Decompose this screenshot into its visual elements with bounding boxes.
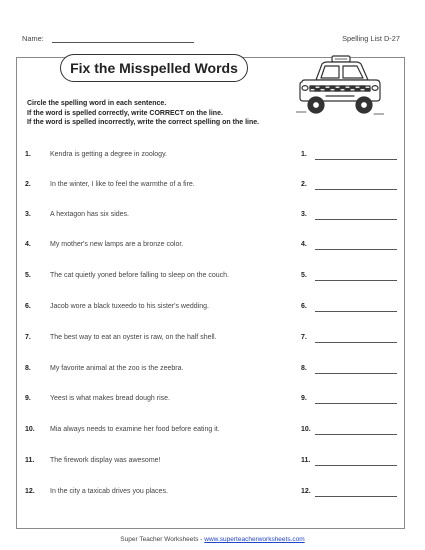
footer-separator: - bbox=[198, 536, 205, 543]
answer-number: 5. bbox=[301, 272, 307, 279]
question-text: Mia always needs to examine her food before eating it. bbox=[50, 426, 220, 433]
question-number: 1. bbox=[25, 151, 31, 158]
answer-number: 12. bbox=[301, 488, 311, 495]
question-number: 5. bbox=[25, 272, 31, 279]
footer bbox=[0, 536, 425, 543]
question-row-1 bbox=[25, 151, 397, 161]
question-row-6 bbox=[25, 303, 397, 313]
answer-line[interactable] bbox=[315, 249, 397, 250]
question-row-5 bbox=[25, 272, 397, 282]
question-text: The best way to eat an oyster is raw, on the half shell. bbox=[50, 334, 217, 341]
footer-brand: Super Teacher Worksheets bbox=[120, 536, 199, 543]
answer-line[interactable] bbox=[315, 434, 397, 435]
answer-number: 4. bbox=[301, 241, 307, 248]
answer-line[interactable] bbox=[315, 465, 397, 466]
question-text: In the winter, I like to feel the warmthe of a fire. bbox=[50, 181, 195, 188]
question-text: My mother's new lamps are a bronze color. bbox=[50, 241, 184, 248]
answer-number: 1. bbox=[301, 151, 307, 158]
question-row-12 bbox=[25, 488, 397, 498]
answer-line[interactable] bbox=[315, 342, 397, 343]
question-text: Kendra is getting a degree in zoology. bbox=[50, 151, 168, 158]
question-number: 4. bbox=[25, 241, 31, 248]
answer-number: 2. bbox=[301, 181, 307, 188]
question-number: 11. bbox=[25, 457, 35, 464]
question-number: 9. bbox=[25, 395, 31, 402]
question-text: My favorite animal at the zoo is the zeebra. bbox=[50, 365, 184, 372]
name-line[interactable] bbox=[52, 42, 194, 43]
question-text: Jacob wore a black tuxeedo to his sister's wedding. bbox=[50, 303, 209, 310]
answer-number: 10. bbox=[301, 426, 311, 433]
answer-number: 11. bbox=[301, 457, 311, 464]
question-row-9 bbox=[25, 395, 397, 405]
answer-number: 3. bbox=[301, 211, 307, 218]
question-text: The firework display was awesome! bbox=[50, 457, 161, 464]
question-number: 7. bbox=[25, 334, 31, 341]
question-row-8 bbox=[25, 365, 397, 375]
question-row-11 bbox=[25, 457, 397, 467]
question-number: 3. bbox=[25, 211, 31, 218]
question-number: 6. bbox=[25, 303, 31, 310]
question-number: 2. bbox=[25, 181, 31, 188]
question-row-10 bbox=[25, 426, 397, 436]
answer-number: 6. bbox=[301, 303, 307, 310]
answer-line[interactable] bbox=[315, 189, 397, 190]
question-text: Yeest is what makes bread dough rise. bbox=[50, 395, 170, 402]
question-text: A hextagon has six sides. bbox=[50, 211, 129, 218]
answer-line[interactable] bbox=[315, 373, 397, 374]
question-text: In the city a taxicab drives you places. bbox=[50, 488, 168, 495]
question-number: 10. bbox=[25, 426, 35, 433]
spelling-list-label: Spelling List D-27 bbox=[342, 34, 400, 43]
answer-line[interactable] bbox=[315, 496, 397, 497]
question-text: The cat quietly yoned before falling to sleep on the couch. bbox=[50, 272, 230, 279]
instruction-line: Circle the spelling word in each sentence. bbox=[27, 100, 167, 107]
instructions bbox=[27, 99, 397, 128]
answer-line[interactable] bbox=[315, 311, 397, 312]
answer-line[interactable] bbox=[315, 403, 397, 404]
question-row-4 bbox=[25, 241, 397, 251]
answer-line[interactable] bbox=[315, 219, 397, 220]
answer-line[interactable] bbox=[315, 280, 397, 281]
question-row-3 bbox=[25, 211, 397, 221]
name-label: Name: bbox=[22, 34, 44, 43]
answer-number: 7. bbox=[301, 334, 307, 341]
footer-url-link[interactable]: www.superteacherworksheets.com bbox=[204, 536, 305, 543]
question-row-2 bbox=[25, 181, 397, 191]
instruction-line: If the word is spelled incorrectly, write the correct spelling on the line. bbox=[27, 119, 260, 127]
worksheet-title: Fix the Misspelled Words bbox=[60, 54, 248, 82]
answer-number: 8. bbox=[301, 365, 307, 372]
instruction-line: If the word is spelled correctly, write CORRECT on the line. bbox=[27, 109, 223, 117]
question-number: 8. bbox=[25, 365, 31, 372]
answer-line[interactable] bbox=[315, 159, 397, 160]
answer-number: 9. bbox=[301, 395, 307, 402]
question-number: 12. bbox=[25, 488, 35, 495]
question-row-7 bbox=[25, 334, 397, 344]
